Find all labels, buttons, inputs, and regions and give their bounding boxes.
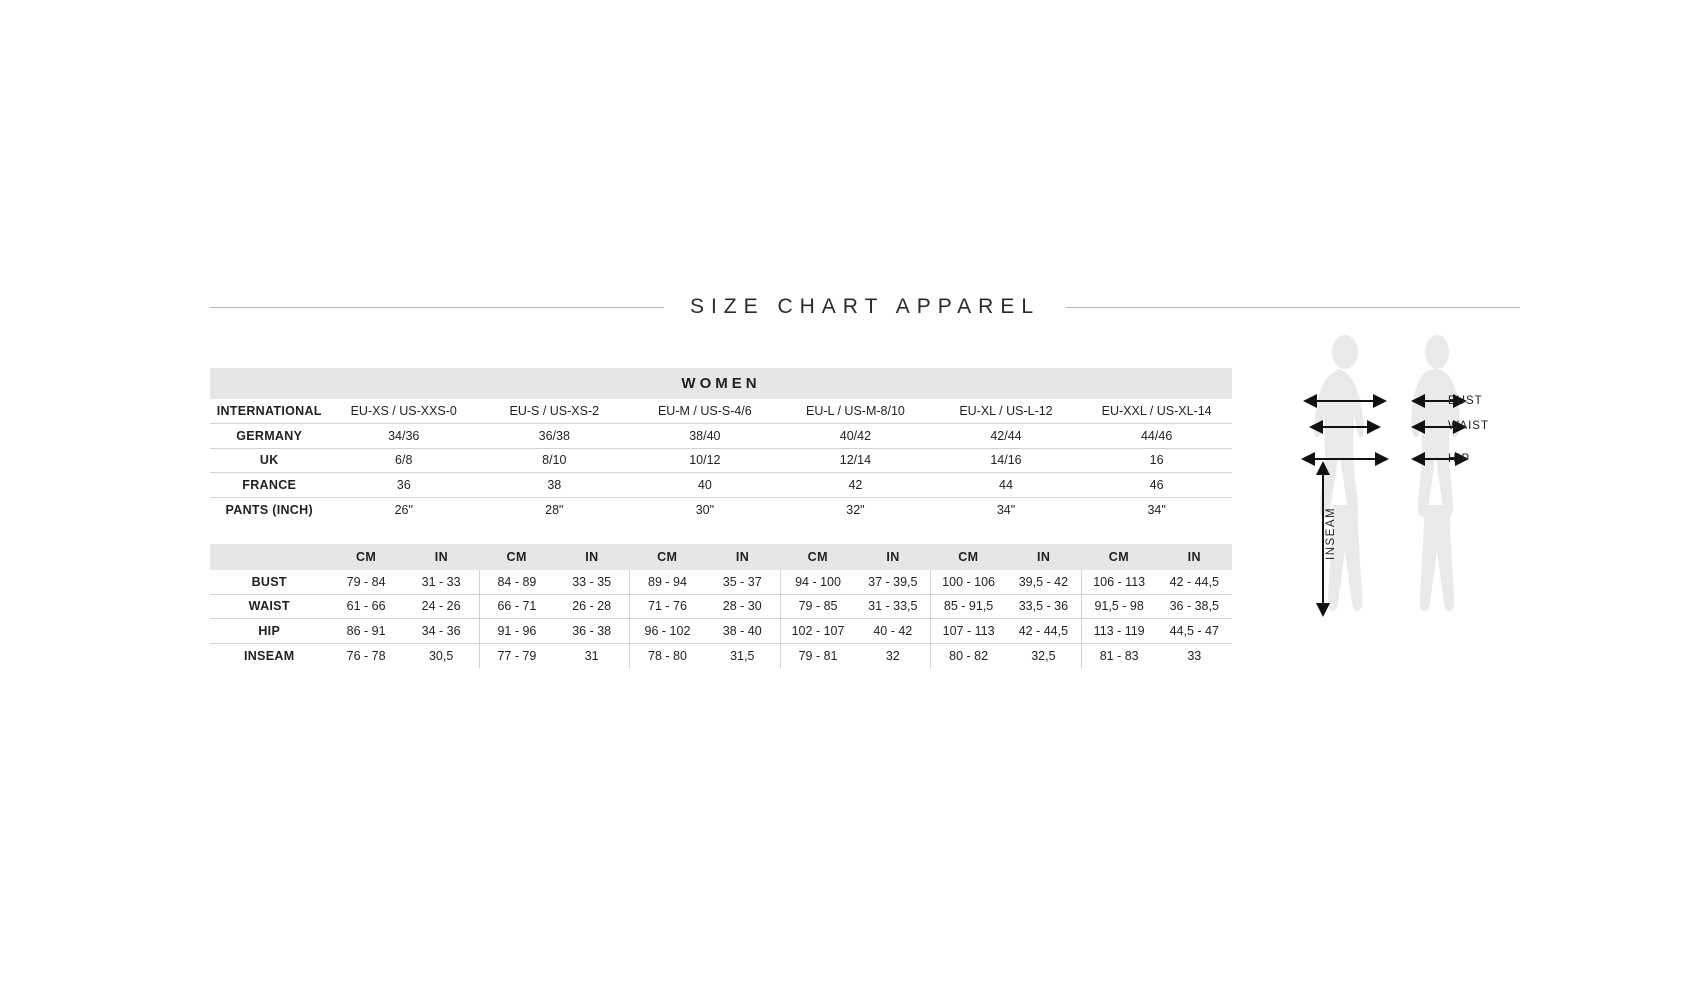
cell-bust-5-in: 39,5 - 42: [1006, 570, 1081, 595]
cell-hip-4-in: 40 - 42: [855, 619, 930, 644]
cell-waist-6-cm: 91,5 - 98: [1081, 594, 1156, 619]
cell-inseam-5-in: 32,5: [1031, 648, 1056, 663]
cell-inseam-5-cm: 80 - 82: [931, 643, 1006, 668]
table-row: [210, 473, 1232, 498]
cell-waist-5-in: 33,5 - 36: [1006, 594, 1081, 619]
cell-france-2: 38: [479, 473, 630, 498]
cell-international-4: EU-L / US-M-8/10: [780, 399, 931, 424]
cell-inseam-4-cm: 79 - 81: [780, 643, 855, 668]
cell-inseam-3-in: 31,5: [730, 648, 755, 663]
cell-bust-2-in: 33 - 35: [554, 570, 629, 595]
cell-bust-3-in: 35 - 37: [705, 570, 780, 595]
unit-header-row: [210, 544, 1232, 570]
measurement-figures: [1285, 335, 1545, 635]
cell-waist-1-cm: 61 - 66: [328, 594, 403, 619]
unit-header-in-5: IN: [1006, 544, 1081, 570]
cell-germany-1: 34/36: [328, 424, 479, 449]
cell-international-2: EU-S / US-XS-2: [479, 399, 630, 424]
table-spacer-cell: [210, 522, 1232, 544]
table-spacer-row: [210, 522, 1232, 544]
cell-uk-6: 16: [1081, 448, 1232, 473]
cell-inseam-1-cm: 76 - 78: [346, 648, 386, 663]
side-figure-icon: [1411, 335, 1460, 611]
cell-pants-4: 32": [846, 502, 865, 517]
cell-waist-3-in: 28 - 30: [705, 594, 780, 619]
cell-pants-2: 28": [545, 502, 564, 517]
table-row: [210, 448, 1232, 473]
cell-france-4: 42: [780, 473, 931, 498]
cell-pants-6: 34": [1147, 502, 1166, 517]
row-label-hip: HIP: [210, 619, 328, 644]
cell-international-3: EU-M / US-S-4/6: [630, 399, 781, 424]
cell-international-6: EU-XXL / US-XL-14: [1081, 399, 1232, 424]
unit-header-cm-4: CM: [780, 544, 855, 570]
row-label-uk: UK: [210, 448, 328, 473]
cell-germany-2: 36/38: [479, 424, 630, 449]
cell-waist-2-in: 26 - 28: [554, 594, 629, 619]
cell-uk-5: 14/16: [931, 448, 1082, 473]
cell-uk-3: 10/12: [630, 448, 781, 473]
unit-header-in-3: IN: [705, 544, 780, 570]
cell-inseam-2-in: 31: [584, 648, 599, 663]
table-row: [210, 619, 1232, 644]
table-row: [210, 497, 1232, 522]
unit-header-cm-1: CM: [328, 544, 403, 570]
unit-header-in-2: IN: [554, 544, 629, 570]
cell-france-3: 40: [630, 473, 781, 498]
table-row: [210, 399, 1232, 424]
figure-label-bust: BUST: [1448, 395, 1483, 407]
cell-hip-3-in: 38 - 40: [705, 619, 780, 644]
table-row: [210, 570, 1232, 595]
cell-bust-6-cm: 106 - 113: [1081, 570, 1156, 595]
cell-waist-4-cm: 79 - 85: [780, 594, 855, 619]
title-rule-right: [1066, 307, 1520, 308]
cell-hip-5-cm: 107 - 113: [931, 619, 1006, 644]
cell-uk-4: 12/14: [780, 448, 931, 473]
cell-hip-6-cm: 113 - 119: [1081, 619, 1156, 644]
cell-hip-6-in: 44,5 - 47: [1157, 619, 1232, 644]
title-rule-left: [210, 307, 664, 308]
unit-header-in-6: IN: [1157, 544, 1232, 570]
unit-header-cm-2: CM: [479, 544, 554, 570]
cell-inseam-6-cm: 81 - 83: [1081, 643, 1156, 668]
cell-inseam-1-in: 30,5: [428, 648, 454, 663]
cell-bust-1-cm: 79 - 84: [328, 570, 403, 595]
cell-france-1: 36: [328, 473, 479, 498]
row-label-bust: BUST: [210, 570, 328, 595]
figure-label-hip: HIP: [1448, 453, 1471, 465]
cell-hip-5-in: 42 - 44,5: [1006, 619, 1081, 644]
row-label-waist: WAIST: [210, 594, 328, 619]
cell-hip-2-in: 36 - 38: [554, 619, 629, 644]
cell-international-1: EU-XS / US-XXS-0: [328, 399, 479, 424]
cell-hip-3-cm: 96 - 102: [630, 619, 705, 644]
unit-header-cm-3: CM: [630, 544, 705, 570]
row-label-international: INTERNATIONAL: [210, 399, 328, 424]
unit-header-blank: [210, 544, 328, 570]
unit-header-cm-5: CM: [931, 544, 1006, 570]
table-row: [210, 594, 1232, 619]
unit-header-in-4: IN: [855, 544, 930, 570]
cell-bust-4-in: 37 - 39,5: [855, 570, 930, 595]
row-label-france: FRANCE: [210, 473, 328, 498]
cell-waist-1-in: 24 - 26: [404, 594, 479, 619]
cell-germany-6: 44/46: [1081, 424, 1232, 449]
cell-germany-3: 38/40: [630, 424, 781, 449]
cell-france-6: 46: [1081, 473, 1232, 498]
cell-bust-6-in: 42 - 44,5: [1157, 570, 1232, 595]
cell-bust-1-in: 31 - 33: [404, 570, 479, 595]
cell-waist-5-cm: 85 - 91,5: [931, 594, 1006, 619]
cell-pants-3: 30": [695, 502, 715, 517]
figure-label-waist: WAIST: [1448, 420, 1489, 432]
figure-label-inseam: INSEAM: [1325, 506, 1337, 560]
cell-waist-3-cm: 71 - 76: [630, 594, 705, 619]
cell-germany-4: 40/42: [780, 424, 931, 449]
cell-bust-4-cm: 94 - 100: [780, 570, 855, 595]
cell-inseam-6-in: 33: [1187, 648, 1202, 663]
unit-header-in-1: IN: [404, 544, 479, 570]
front-figure-icon: [1314, 335, 1364, 611]
figures-svg: [1285, 335, 1545, 635]
row-label-germany: GERMANY: [210, 424, 328, 449]
cell-pants-1: 26": [394, 502, 413, 517]
unit-header-cm-6: CM: [1081, 544, 1156, 570]
cell-pants-5: 34": [996, 502, 1016, 517]
cell-hip-1-in: 34 - 36: [404, 619, 479, 644]
cell-uk-1: 6/8: [328, 448, 479, 473]
cell-waist-2-cm: 66 - 71: [479, 594, 554, 619]
size-chart-table: [210, 368, 1232, 668]
page-title: SIZE CHART APPAREL: [689, 295, 1041, 318]
cell-uk-2: 8/10: [479, 448, 630, 473]
cell-bust-2-cm: 84 - 89: [479, 570, 554, 595]
cell-hip-4-cm: 102 - 107: [780, 619, 855, 644]
cell-international-5: EU-XL / US-L-12: [931, 399, 1082, 424]
section-header-row: [210, 368, 1232, 399]
cell-waist-6-in: 36 - 38,5: [1157, 594, 1232, 619]
section-title: WOMEN: [210, 368, 1232, 399]
size-chart-table-wrap: [210, 368, 1232, 668]
cell-germany-5: 42/44: [931, 424, 1082, 449]
row-label-pants: PANTS (INCH): [225, 502, 313, 517]
table-row: [210, 643, 1232, 668]
cell-france-5: 44: [931, 473, 1082, 498]
page-title-row: [210, 295, 1520, 319]
cell-inseam-2-cm: 77 - 79: [479, 643, 554, 668]
cell-inseam-4-in: 32: [885, 648, 900, 663]
table-row: [210, 424, 1232, 449]
cell-hip-1-cm: 86 - 91: [328, 619, 403, 644]
cell-inseam-3-cm: 78 - 80: [630, 643, 705, 668]
cell-waist-4-in: 31 - 33,5: [855, 594, 930, 619]
cell-bust-5-cm: 100 - 106: [931, 570, 1006, 595]
cell-hip-2-cm: 91 - 96: [479, 619, 554, 644]
row-label-inseam: INSEAM: [244, 648, 295, 663]
cell-bust-3-cm: 89 - 94: [630, 570, 705, 595]
